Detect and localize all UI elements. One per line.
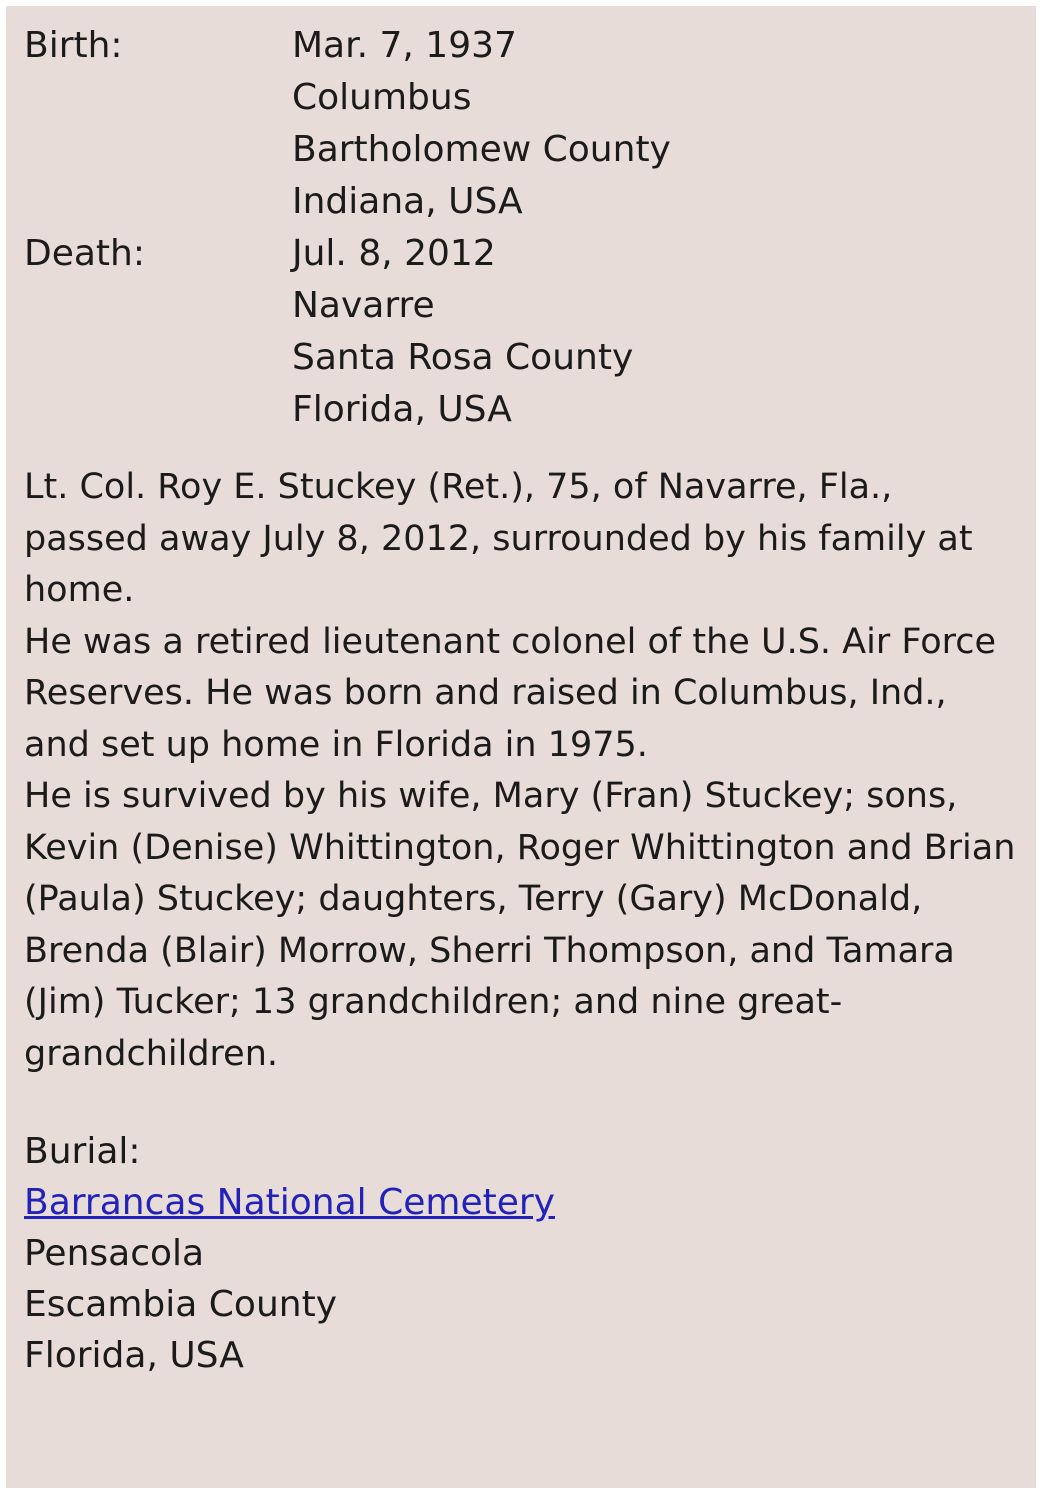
birth-county: Bartholomew County bbox=[292, 129, 671, 170]
cemetery-link[interactable]: Barrancas National Cemetery bbox=[24, 1182, 555, 1223]
burial-state-country: Florida, USA bbox=[24, 1335, 244, 1376]
obituary-paragraph-1: Lt. Col. Roy E. Stuckey (Ret.), 75, of Navarre, Fla., passed away July 8, 2012, surrounded by his family at home. bbox=[24, 467, 973, 610]
burial-city: Pensacola bbox=[24, 1233, 205, 1274]
birth-label: Birth: bbox=[24, 25, 123, 66]
birth-state-country: Indiana, USA bbox=[292, 181, 523, 222]
obituary-paragraph-3: He is survived by his wife, Mary (Fran) Stuckey; sons, Kevin (Denise) Whittington, Roger Whittington and Brian (Paula) Stuckey; daughters, Terry (Gary) McDonald, Brenda (Blair) Morrow, Sherri Thompson, and Tamara (Jim) Tucker; 13 grandchildren; and nine great- grandchildren. bbox=[24, 776, 1016, 1074]
burial-label: Burial: bbox=[24, 1131, 141, 1172]
burial-county: Escambia County bbox=[24, 1284, 337, 1325]
burial-section bbox=[24, 1126, 1018, 1381]
death-county: Santa Rosa County bbox=[292, 337, 634, 378]
death-label: Death: bbox=[24, 233, 145, 274]
death-state-country: Florida, USA bbox=[292, 389, 512, 430]
death-city: Navarre bbox=[292, 285, 435, 326]
death-details bbox=[292, 228, 1018, 436]
birth-details bbox=[292, 20, 1018, 228]
obituary-paragraph-2: He was a retired lieutenant colonel of the U.S. Air Force Reserves. He was born and raised in Columbus, Ind., and set up home in Florida in 1975. bbox=[24, 621, 997, 765]
birth-city: Columbus bbox=[292, 77, 472, 118]
obituary-text bbox=[24, 462, 1018, 1080]
birth-row bbox=[24, 20, 1018, 228]
vitals-obituary-divider bbox=[24, 436, 1018, 462]
birth-date: Mar. 7, 1937 bbox=[292, 25, 517, 66]
vital-details-table bbox=[24, 20, 1018, 436]
death-date: Jul. 8, 2012 bbox=[292, 233, 496, 274]
death-row bbox=[24, 228, 1018, 436]
